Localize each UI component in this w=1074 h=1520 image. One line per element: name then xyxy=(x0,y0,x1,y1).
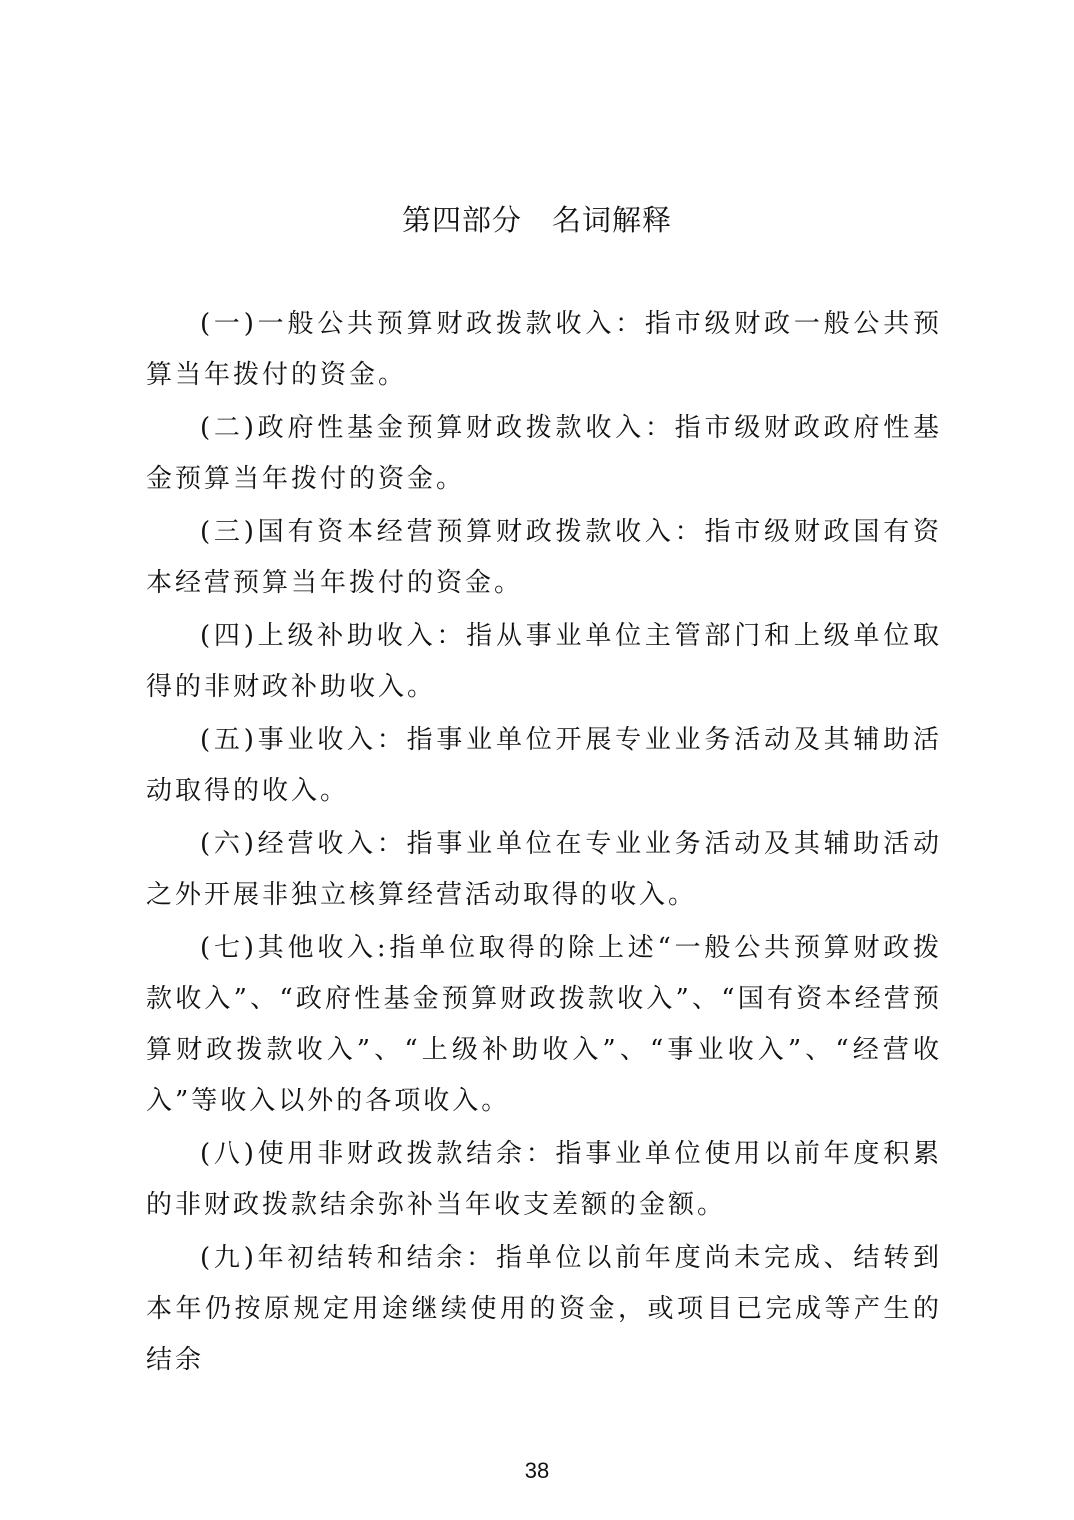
document-body xyxy=(146,299,942,1388)
paragraph-business-income: (五)事业收入：指事业单位开展专业业务活动及其辅助活动取得的收入。 xyxy=(146,725,942,806)
page-number: 38 xyxy=(524,1458,550,1483)
paragraph-superior-subsidy-income: (四)上级补助收入：指从事业单位主管部门和上级单位取得的非财政补助收入。 xyxy=(146,621,942,702)
paragraph-other-income: (七)其他收入:指单位取得的除上述“一般公共预算财政拨款收入”、“政府性基金预算财政拨款收入”、“国有资本经营预算财政拨款收入”、“上级补助收入”、“事业收入”、“经营收入”等收入以外的各项收入。 xyxy=(146,933,942,1116)
paragraph-general-budget-appropriation: (一)一般公共预算财政拨款收入：指市级财政一般公共预算当年拨付的资金。 xyxy=(146,309,942,390)
paragraph-state-capital-appropriation: (三)国有资本经营预算财政拨款收入：指市级财政国有资本经营预算当年拨付的资金。 xyxy=(146,517,942,598)
paragraph-non-appropriation-surplus: (八)使用非财政拨款结余：指事业单位使用以前年度积累的非财政拨款结余弥补当年收支差额的金额。 xyxy=(146,1139,942,1220)
paragraph-government-fund-appropriation: (二)政府性基金预算财政拨款收入：指市级财政政府性基金预算当年拨付的资金。 xyxy=(146,413,942,494)
paragraph-operating-income: (六)经营收入：指事业单位在专业业务活动及其辅助活动之外开展非独立核算经营活动取得的收入。 xyxy=(146,829,942,910)
paragraph-carryover-and-surplus: (九)年初结转和结余：指单位以前年度尚未完成、结转到本年仍按原规定用途继续使用的资金，或项目已完成等产生的结余 xyxy=(146,1243,942,1375)
page-title: 第四部分 名词解释 xyxy=(401,203,672,237)
